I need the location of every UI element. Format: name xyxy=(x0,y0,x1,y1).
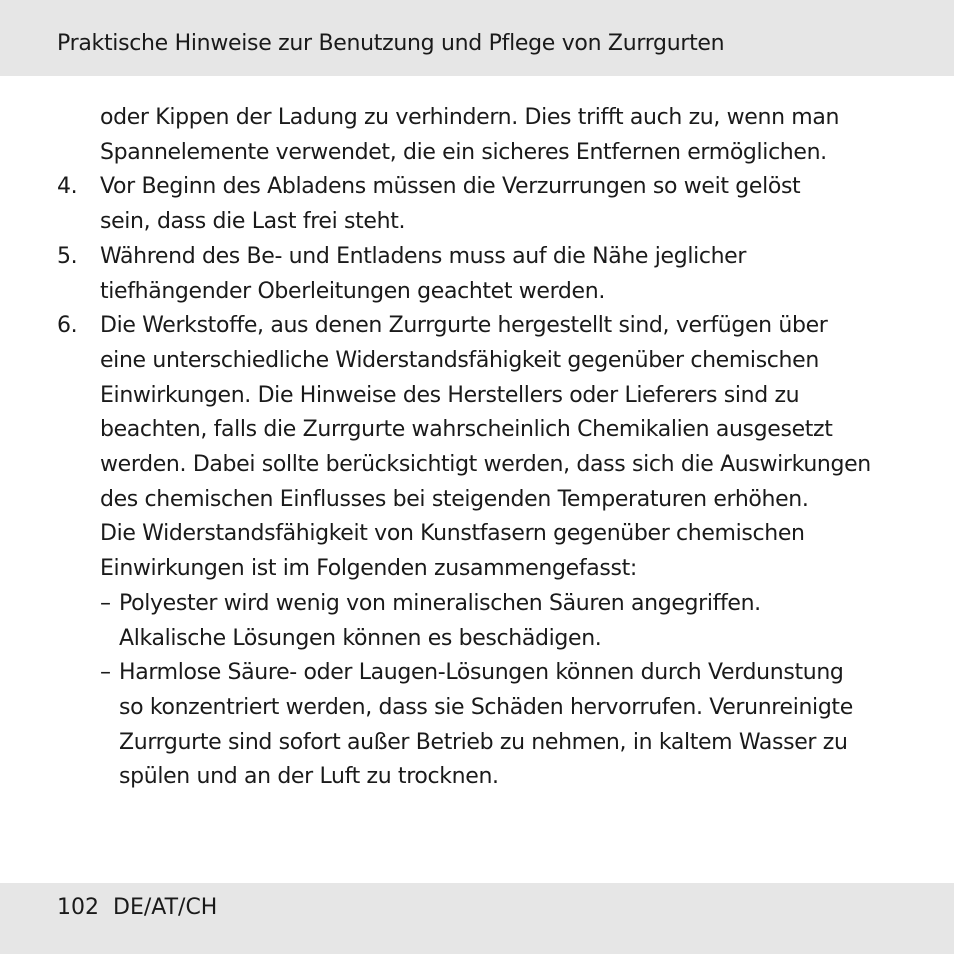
page-footer xyxy=(57,893,217,923)
dash-bullet: – xyxy=(100,590,111,616)
text-line: so konzentriert werden, dass sie Schäden hervorrufen. Verunreinigte xyxy=(119,694,853,720)
dash-bullet: – xyxy=(100,660,111,686)
text-line: sein, dass die Last frei steht. xyxy=(100,209,406,235)
text-line: oder Kippen der Ladung zu verhindern. Dies trifft auch zu, wenn man xyxy=(100,105,840,130)
list-item-6 xyxy=(57,309,897,587)
text-line: Die Werkstoffe, aus denen Zurrgurte hergestellt sind, verfügen über xyxy=(100,313,828,339)
text-line: Harmlose Säure- oder Laugen-Lösungen können durch Verdunstung xyxy=(119,660,844,686)
text-line: Die Widerstandsfähigkeit von Kunstfasern gegenüber chemischen xyxy=(100,521,805,547)
text-line: Alkalische Lösungen können es beschädigen. xyxy=(119,625,602,651)
text-line: Während des Be- und Entladens muss auf die Nähe jeglicher xyxy=(100,243,747,269)
text-line: beachten, falls die Zurrgurte wahrscheinlich Chemikalien ausgesetzt xyxy=(100,417,833,443)
dash-list-item xyxy=(57,587,897,656)
text-line: werden. Dabei sollte berücksichtigt werden, dass sich die Auswirkungen xyxy=(100,452,871,478)
text-line: des chemischen Einflusses bei steigenden Temperaturen erhöhen. xyxy=(100,486,809,512)
list-number: 5. xyxy=(57,243,78,269)
text-line: Spannelemente verwendet, die ein sicheres Entfernen ermöglichen. xyxy=(100,139,827,165)
text-line: Einwirkungen. Die Hinweise des Herstellers oder Lieferers sind zu xyxy=(100,382,800,408)
list-item-4 xyxy=(57,170,897,239)
list-item-text xyxy=(100,309,897,587)
text-line: spülen und an der Luft zu trocknen. xyxy=(119,764,499,790)
dash-list-item xyxy=(57,656,897,795)
list-number: 4. xyxy=(57,174,78,200)
page-number: 102 xyxy=(57,895,99,920)
list-item-5 xyxy=(57,240,897,309)
continuation-paragraph xyxy=(57,101,897,170)
text-line: Einwirkungen ist im Folgenden zusammengefasst: xyxy=(100,556,637,582)
list-item-text xyxy=(100,240,897,309)
list-number: 6. xyxy=(57,313,78,339)
list-item-text xyxy=(100,170,897,239)
text-line: Vor Beginn des Abladens müssen die Verzurrungen so weit gelöst xyxy=(100,174,801,200)
text-line: Polyester wird wenig von mineralischen Säuren angegriffen. xyxy=(119,590,761,616)
locale-label: DE/AT/CH xyxy=(113,895,218,920)
text-line: Zurrgurte sind sofort außer Betrieb zu nehmen, in kaltem Wasser zu xyxy=(119,729,848,755)
page-title: Praktische Hinweise zur Benutzung und Pflege von Zurrgurten xyxy=(57,31,725,56)
text-line: tiefhängender Oberleitungen geachtet werden. xyxy=(100,278,605,304)
text-line: eine unterschiedliche Widerstandsfähigkeit gegenüber chemischen xyxy=(100,347,819,373)
document-body xyxy=(57,101,897,795)
